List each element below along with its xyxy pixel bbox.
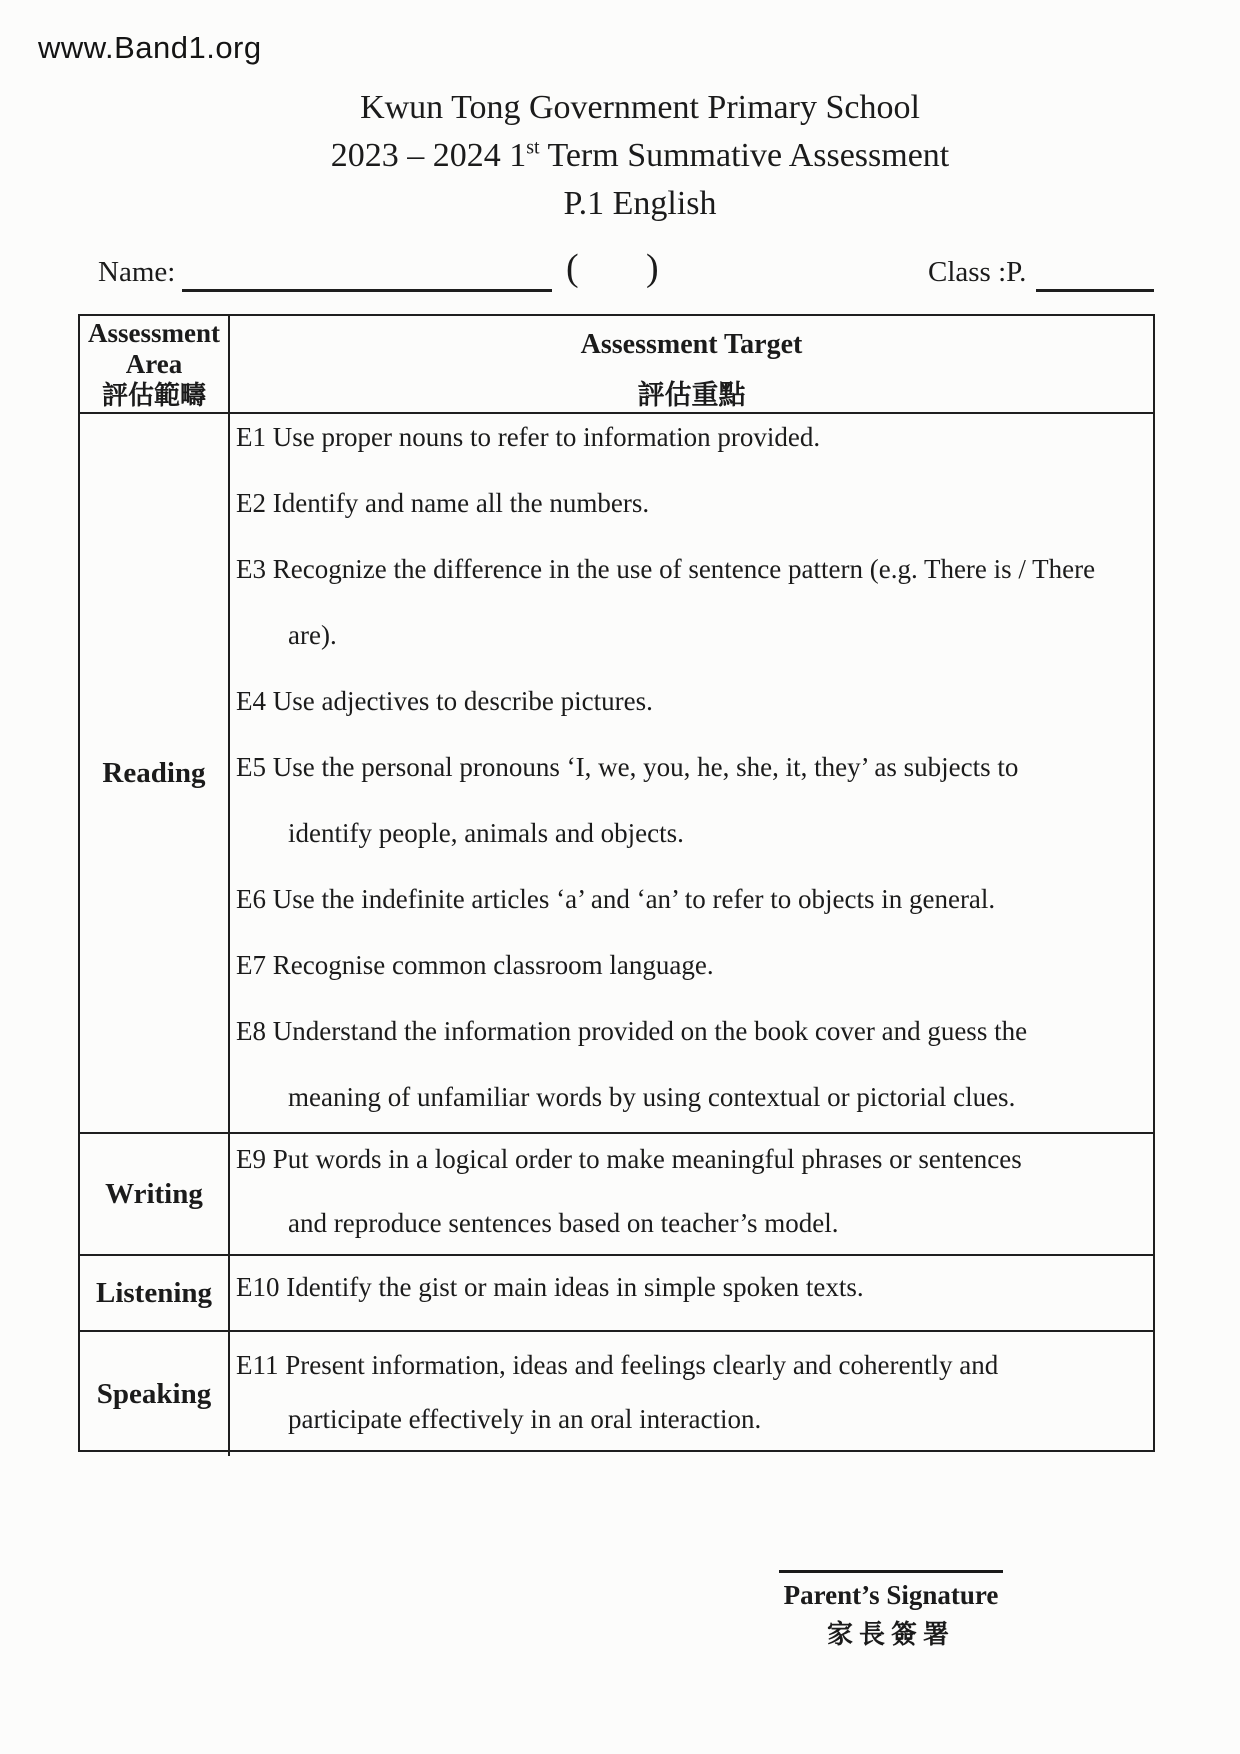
paper-title: P.1 English [563, 185, 717, 222]
term-suffix: Term Summative Assessment [539, 137, 950, 174]
school-name: Kwun Tong Government Primary School [360, 89, 920, 126]
parent-signature-label-zh: 家長簽署 [826, 1620, 955, 1649]
watermark-url: www.Band1.org [38, 30, 262, 65]
target-line-e5-cont: identify people, animals and objects. [288, 818, 684, 848]
target-line-e9-cont: and reproduce sentences based on teacher’s model. [288, 1208, 839, 1238]
reading-area-label: Reading [102, 756, 206, 789]
target-line-e11: E11 Present information, ideas and feelings clearly and coherently and [236, 1350, 999, 1380]
reading-area-cell [80, 414, 230, 1132]
writing-target-cell [230, 1134, 1153, 1254]
parent-signature-label-en: Parent’s Signature [783, 1580, 999, 1610]
target-header-en: Assessment Target [580, 329, 803, 360]
writing-section-row [80, 1132, 1153, 1254]
target-line-e8: E8 Understand the information provided on the book cover and guess the [236, 1016, 1028, 1046]
speaking-area-cell [80, 1332, 230, 1456]
document-heading [40, 84, 1240, 228]
target-line-e9: E9 Put words in a logical order to make meaningful phrases or sentences [236, 1144, 1022, 1174]
area-header-line3-zh: 評估範疇 [101, 380, 206, 410]
assessment-table [78, 314, 1155, 1452]
target-header-zh: 評估重點 [637, 380, 746, 410]
target-line-e3-cont: are). [288, 620, 337, 650]
target-line-e8-cont: meaning of unfamiliar words by using contextual or pictorial clues. [288, 1082, 1016, 1112]
term-title [40, 132, 1240, 180]
table-header-row [80, 316, 1153, 412]
term-superscript: st [526, 136, 540, 159]
class-label: Class :P. [928, 256, 1027, 288]
listening-target-cell [230, 1256, 1153, 1330]
assessment-target-header-cell [230, 316, 1153, 412]
name-label: Name: [98, 256, 176, 288]
target-line-e5: E5 Use the personal pronouns ‘I, we, you, he, she, it, they’ as subjects to [236, 752, 1019, 782]
target-line-e3: E3 Recognize the difference in the use of sentence pattern (e.g. There is / There [236, 554, 1096, 584]
writing-area-label: Writing [105, 1177, 203, 1210]
term-prefix: 2023 – 2024 1 [330, 137, 527, 174]
listening-area-label: Listening [95, 1276, 213, 1309]
target-line-e6: E6 Use the indefinite articles ‘a’ and ‘an’ to refer to objects in general. [236, 884, 996, 914]
area-header-line1: Assessment [88, 317, 220, 348]
target-line-e2: E2 Identify and name all the numbers. [236, 488, 650, 518]
target-line-e11-cont: participate effectively in an oral interaction. [288, 1404, 762, 1434]
class-blank-line [1036, 256, 1154, 292]
target-line-e7: E7 Recognise common classroom language. [236, 950, 714, 980]
listening-area-cell [80, 1256, 230, 1330]
area-header-line2: Area [125, 348, 183, 379]
listening-section-row [80, 1254, 1153, 1330]
parent-signature-line [779, 1570, 1003, 1573]
writing-area-cell [80, 1134, 230, 1254]
target-line-e1: E1 Use proper nouns to refer to information provided. [236, 422, 821, 452]
speaking-area-label: Speaking [96, 1377, 212, 1410]
reading-target-cell [230, 414, 1153, 1132]
class-number-open-paren: ( [566, 247, 579, 289]
class-number-close-paren: ) [646, 247, 659, 289]
speaking-section-row [80, 1330, 1153, 1456]
target-line-e10: E10 Identify the gist or main ideas in simple spoken texts. [236, 1272, 864, 1302]
reading-section-row [80, 412, 1153, 1132]
assessment-area-header-cell [80, 316, 230, 412]
name-blank-line [182, 256, 552, 292]
speaking-target-cell [230, 1332, 1153, 1456]
target-line-e4: E4 Use adjectives to describe pictures. [236, 686, 653, 716]
